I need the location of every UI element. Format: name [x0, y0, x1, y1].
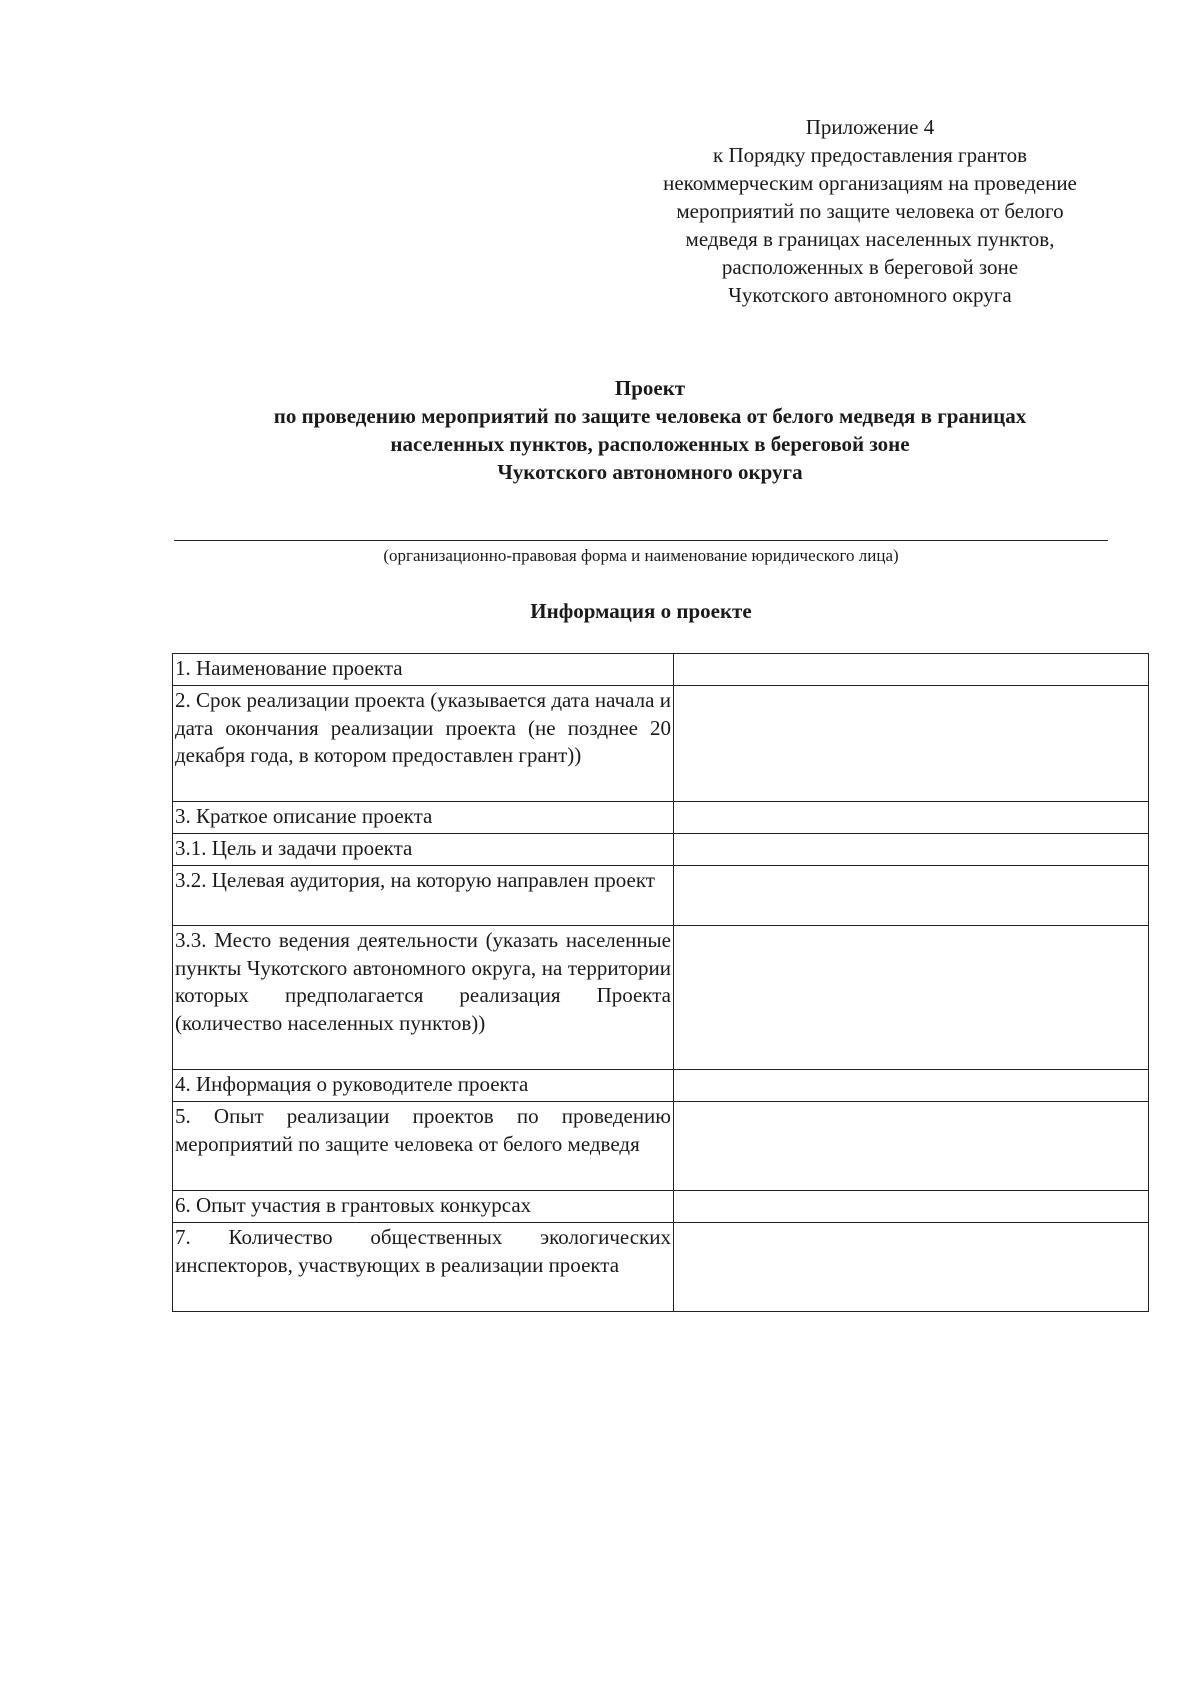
table-row — [173, 1070, 1149, 1102]
table-row — [173, 1102, 1149, 1191]
row-value-cell[interactable] — [674, 866, 1149, 926]
section-title: Информация о проекте — [530, 599, 752, 623]
row-label: 3.2. Целевая аудитория, на которую направлен проект — [173, 866, 674, 926]
row-label: 5. Опыт реализации проектов по проведению мероприятий по защите человека от белого медведя — [173, 1102, 674, 1191]
organization-field-line[interactable] — [174, 540, 1108, 541]
row-label: 3.3. Место ведения деятельности (указать населенные пункты Чукотского автономного округа, на территории которых предполагается реализация Проекта (количество населенных пунктов)) — [173, 926, 674, 1070]
row-label: 3. Краткое описание проекта — [173, 802, 674, 834]
project-info-table — [172, 653, 1149, 1312]
appendix-line: к Порядку предоставления грантов — [713, 143, 1027, 167]
table-row — [173, 866, 1149, 926]
row-value-cell[interactable] — [674, 802, 1149, 834]
row-label: 3.1. Цель и задачи проекта — [173, 834, 674, 866]
row-label: 6. Опыт участия в грантовых конкурсах — [173, 1191, 674, 1223]
appendix-line: мероприятий по защите человека от белого — [676, 199, 1064, 223]
appendix-line: некоммерческим организациям на проведение — [663, 171, 1077, 195]
appendix-header — [590, 113, 1150, 309]
table-row — [173, 926, 1149, 1070]
row-value-cell[interactable] — [674, 1191, 1149, 1223]
row-value-cell[interactable] — [674, 926, 1149, 1070]
title-line: Проект — [614, 376, 686, 400]
table-row — [173, 834, 1149, 866]
row-label: 2. Срок реализации проекта (указывается дата начала и дата окончания реализации проекта (не позднее 20 декабря года, в котором предоставлен грант)) — [173, 686, 674, 802]
table-row — [173, 686, 1149, 802]
row-value-cell[interactable] — [674, 654, 1149, 686]
row-value-cell[interactable] — [674, 834, 1149, 866]
table-row — [173, 1223, 1149, 1312]
row-value-cell[interactable] — [674, 1070, 1149, 1102]
organization-field-caption: (организационно-правовая форма и наименование юридического лица) — [383, 546, 899, 565]
document-title — [160, 374, 1140, 486]
appendix-line: Чукотского автономного округа — [728, 283, 1012, 307]
title-line: населенных пунктов, расположенных в береговой зоне — [390, 432, 910, 456]
table-row — [173, 654, 1149, 686]
table-row — [173, 1191, 1149, 1223]
row-label: 1. Наименование проекта — [173, 654, 674, 686]
row-value-cell[interactable] — [674, 686, 1149, 802]
row-label: 7. Количество общественных экологических инспекторов, участвующих в реализации проекта — [173, 1223, 674, 1312]
row-value-cell[interactable] — [674, 1102, 1149, 1191]
appendix-number: Приложение 4 — [805, 115, 935, 139]
row-label: 4. Информация о руководителе проекта — [173, 1070, 674, 1102]
title-line: по проведению мероприятий по защите человека от белого медведя в границах — [273, 404, 1027, 428]
table-row — [173, 802, 1149, 834]
appendix-line: медведя в границах населенных пунктов, — [685, 227, 1055, 251]
appendix-line: расположенных в береговой зоне — [721, 255, 1019, 279]
row-value-cell[interactable] — [674, 1223, 1149, 1312]
title-line: Чукотского автономного округа — [497, 460, 803, 484]
